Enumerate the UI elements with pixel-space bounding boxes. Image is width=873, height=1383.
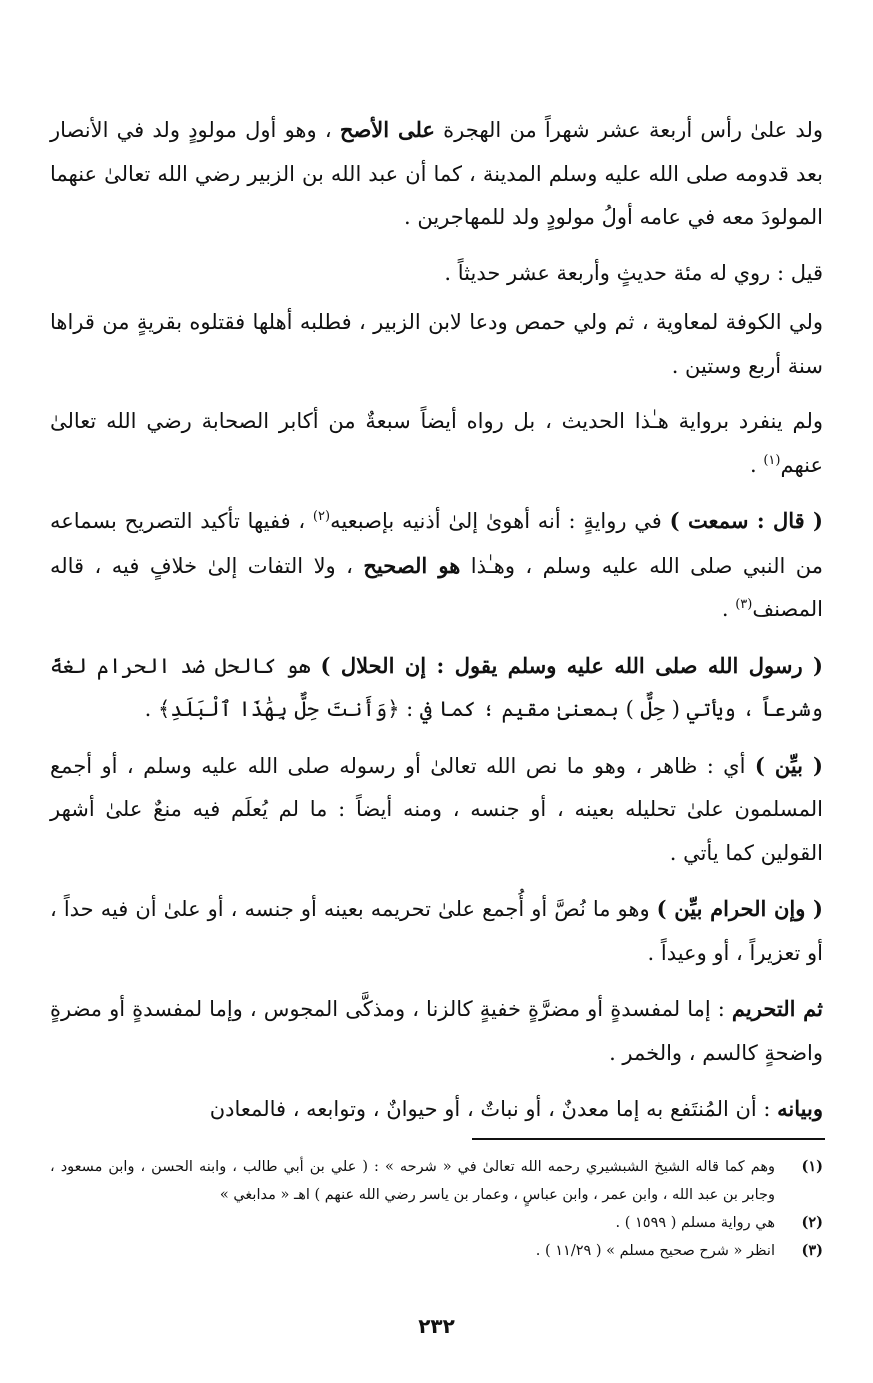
text: وهو ما نُصَّ أو أُجمع علىٰ تحريمه بعينه أو جنسه ، أو علىٰ أن فيه حداً ، أو تعزيراً ، أو وعيداً . bbox=[50, 897, 823, 965]
footnote-2 bbox=[50, 1209, 823, 1237]
bold-text: على الأصح bbox=[339, 117, 435, 142]
bold-text: هو الصحيح bbox=[363, 552, 461, 578]
text: : أن المُنتَفع به إما معدنٌ ، أو نباتٌ ، أو حيوانٌ ، وتوابعه ، فالمعادن bbox=[209, 1097, 778, 1121]
footnote-number: (١) bbox=[801, 1158, 823, 1175]
footnote-text: هي رواية مسلم ( ١٥٩٩ ) . bbox=[615, 1215, 775, 1231]
paragraph-4 bbox=[50, 400, 823, 487]
text: . bbox=[721, 597, 736, 621]
paragraph-7 bbox=[50, 744, 823, 876]
bold-text: ( رسول الله صلى الله عليه وسلم يقول : إن الحلال ) bbox=[320, 652, 823, 678]
paragraph-2 bbox=[50, 252, 823, 296]
footnote-divider bbox=[472, 1138, 825, 1140]
text: ولي الكوفة لمعاوية ، ثم ولي حمص ودعا لابن الزبير ، فطلبه أهلها فقتلوه بقريةٍ من قراها سنة أربع وستين . bbox=[50, 310, 823, 378]
text: ولد علىٰ رأس أربعة عشر شهراً من الهجرة bbox=[434, 118, 823, 142]
bold-text: ( وإن الحرام بيِّن ) bbox=[656, 896, 823, 921]
main-text bbox=[50, 108, 823, 1144]
text: قيل : روي له مئة حديثٍ وأربعة عشر حديثاً . bbox=[444, 260, 823, 285]
footnote-number: (٣) bbox=[801, 1242, 823, 1259]
bold-text: وبيانه bbox=[777, 1096, 823, 1121]
text: ، ففيها تأكيد التصريح بسماعه من النبي صلى الله عليه وسلم ، وهـٰذا bbox=[50, 509, 823, 578]
footnote-ref[interactable]: (٢) bbox=[312, 509, 331, 524]
footnote-ref[interactable]: (٣) bbox=[735, 597, 753, 612]
bold-text: ثم التحريم bbox=[731, 996, 823, 1021]
text: . bbox=[144, 697, 158, 721]
quran-verse: ﴿وَأَنتَ حِلٌّ بِهَٰذَا ٱلْبَلَدِ﴾ bbox=[157, 697, 400, 721]
footnote-ref[interactable]: (١) bbox=[763, 452, 781, 468]
text: في روايةٍ : أنه أهوىٰ إلىٰ أذنيه بإصبعيه bbox=[330, 509, 670, 533]
text: ، وهو أول مولودٍ ولد في الأنصار بعد قدومه صلى الله عليه وسلم المدينة ، كما أن عبد الله بن الزبير رضي الله تعالىٰ عنهما المولودَ معه في عامه أولُ مولودٍ ولد للمهاجرين . bbox=[50, 118, 823, 229]
footnote-text: وهم كما قاله الشيخ الشبشيري رحمه الله تعالىٰ في « شرحه » : ( علي بن أبي طالب ، وابنه الحسن ، وابن مسعود ، وجابر بن عبد الله ، وابن عمر ، وابن عباسٍ ، وعمار بن ياسر رضي الله عنهم ) اهـ « مدابغي » bbox=[50, 1159, 775, 1203]
footnote-text: انظر « شرح صحيح مسلم » ( ١١/٢٩ ) . bbox=[535, 1243, 775, 1259]
bold-text: ( قال : سمعت ) bbox=[669, 508, 823, 533]
text: هو كالحل ضد الحرام لغةً وشرعاً ، ويأتي ( حِلٌّ ) بمعنىٰ مقيم ؛ كما في : bbox=[50, 653, 823, 721]
footnote-3 bbox=[50, 1237, 823, 1265]
paragraph-10 bbox=[50, 1087, 823, 1132]
paragraph-8 bbox=[50, 887, 823, 975]
text: ، ولا التفات إلىٰ خلافٍ فيه ، قاله المصنف bbox=[50, 553, 823, 621]
paragraph-5 bbox=[50, 499, 823, 632]
text: أي : ظاهر ، وهو ما نص الله تعالىٰ أو رسوله صلى الله عليه وسلم ، أو أجمع المسلمون علىٰ تحليله بعينه ، أو جنسه ، ومنه أيضاً : ما لم يُعلَم فيه منعٌ علىٰ أشهر القولين كما يأتي . bbox=[50, 753, 823, 865]
paragraph-9 bbox=[50, 987, 823, 1075]
paragraph-1 bbox=[50, 108, 823, 240]
text: : إما لمفسدةٍ أو مضرَّةٍ خفيةٍ كالزنا ، ومذكَّى المجوس ، وإما لمفسدةٍ أو مضرةٍ واضحةٍ كالسم ، والخمر . bbox=[50, 997, 823, 1065]
footnote-1 bbox=[50, 1153, 823, 1209]
footnotes bbox=[50, 1153, 823, 1265]
paragraph-3 bbox=[50, 301, 823, 388]
text: . bbox=[749, 452, 764, 477]
footnote-number: (٢) bbox=[801, 1214, 823, 1231]
paragraph-6 bbox=[50, 644, 823, 732]
bold-text: ( بيِّن ) bbox=[754, 752, 823, 778]
page-number: ٢٣٢ bbox=[418, 1314, 455, 1338]
text: ولم ينفرد برواية هـٰذا الحديث ، بل رواه أيضاً سبعةٌ من أكابر الصحابة رضي الله تعالىٰ عنهم bbox=[50, 409, 823, 477]
